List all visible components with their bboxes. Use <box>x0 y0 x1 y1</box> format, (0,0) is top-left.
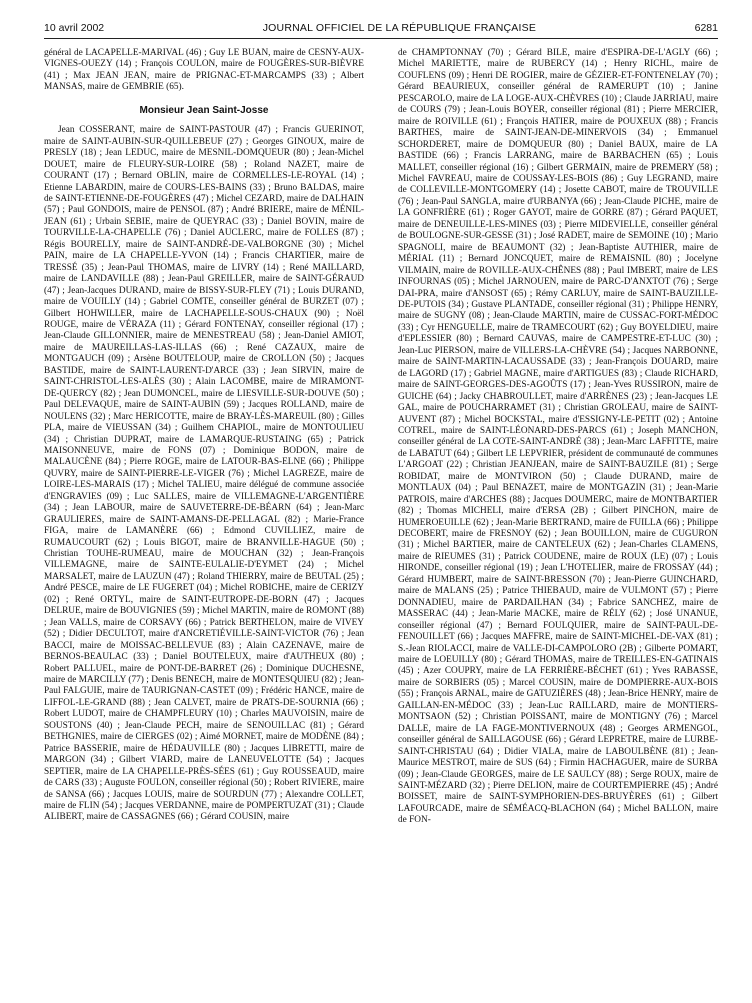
text-columns <box>44 48 718 1003</box>
continued-paragraph: général de LACAPELLE-MARIVAL (46) ; Guy LE BUAN, maire de CESNY-AUX-VIGNES-OUEZY (14) ; François COULON, maire de FOUGÈRES-SUR-BIÈVRE (41) ; Max JEAN JEAN, maire de PRIGNAC-ET-MARCAMPS (33) ; Albert MANSAS, maire de GEMBRIE (65). <box>44 48 364 93</box>
journal-title: JOURNAL OFFICIEL DE LA RÉPUBLIQUE FRANÇAISE <box>262 22 537 34</box>
page-header <box>44 22 718 39</box>
left-column <box>44 48 364 1003</box>
issue-date: 10 avril 2002 <box>44 22 105 34</box>
right-column <box>398 48 718 1003</box>
page-number: 6281 <box>694 22 718 34</box>
signatories-paragraph: Jean COSSERANT, maire de SAINT-PASTOUR (47) ; Francis GUERINOT, maire de SAINT-AUBIN-SUR-QUILLEBEUF (27) ; Georges GINOUX, maire de PRESLY (18) ; Jean LEDUC, maire de MESNIL-DOMQUEUR (80) ; Jean-Michel DOUET, maire de FLEURY-SUR-LOIRE (58) ; Roland NAZET, maire de COURANT (17) ; Bernard OBLIN, maire de CORMELLES-LE-ROYAL (14) ; Etienne LABARDIN, maire de COURS-LES-BAINS (33) ; Bruno BALDAS, maire de SAINT-ETIENNE-DE-FOUGÈRES (47) ; Michel CEZARD, maire de DALHAIN (57) ; Paul GONDOIS, maire de PENSOL (87) ; André BRIERE, maire de MÉNIL-JEAN (61) ; Urbain SEBIE, maire de QUEYRAC (33) ; Daniel BOVIN, maire de TOURVILLE-LA-CHAPELLE (76) ; Daniel AUCLERC, maire de FOLLES (87) ; Régis BOURELLY, maire de SAINT-ANDRÉ-DE-VALBORGNE (30) ; Michel PAIN, maire de LA CHAPELLE-YVON (14) ; Francis CHARTIER, maire de TRESSÉ (35) ; Jean-Paul THOMAS, maire de LIVRY (14) ; René MAILLARD, maire de LANDAVILLE (88) ; Jean-Paul GREILLER, maire de SAINT-GÉRAUD (47) ; Jean-Jacques DURAND, maire de BISSY-SUR-FLEY (71) ; Louis DURAND, maire de VOUILLY (14) ; Gabriel COMTE, conseiller général de BURZET (07) ; Gilbert HOHWILLER, maire de LACHAPELLE-SOUS-CHAUX (90) ; Noël ROUGE, maire de VÉRAZA (11) ; Gérard FONTENAY, conseiller régional (17) ; Jean-Claude GILLONNIER, maire de MENESTREAU (58) ; Jean-Daniel AMIOT, maire de MAUREILLAS-LAS-ILLAS (66) ; René CAZAUX, maire de MONTGAUCH (09) ; Arsène BOUTELOUP, maire de CROLLON (50) ; Jacques BASTIDE, maire de SAINT-LAURENT-D'ARCE (33) ; Jean SIRVIN, maire de SAINT-CHRISTOL-LES-ALÈS (30) ; Alain LACOMBE, maire de MIRAMONT-DE-QUERCY (82) ; Jean DUMONCEL, maire de LIESVILLE-SUR-DOUVE (50) ; Paul DELEVAQUE, maire de SAINT-AUBIN (59) ; Jacques ROLLAND, maire de NOULENS (32) ; Marc HERICOTTE, maire de BRAY-LÈS-MAREUIL (80) ; Gilles PLA, maire de VIEUSSAN (34) ; Guilhem CHAPIOL, maire de MONTOULIEU (34) ; Christian DUPRAT, maire de LAMARQUE-RUSTAING (65) ; Patrick MAISONNEUVE, maire de FONS (07) ; Dominique BODON, maire de MALAUCÈNE (84) ; Pierre ROGE, maire de LATOUR-BAS-ELNE (66) ; Philippe QUVRY, maire de SAINT-PIERRE-LE-VIGER (76) ; Michel LAGREZE, maire de LOIRE-LES-MARAIS (17) ; Michel TALIEU, maire délégué de commune associée d'ENGRAVIES (09) ; Luc SALLES, maire de VILLEMAGNE-L'ARGENTIÈRE (34) ; Jean LABOUR, maire de SAUVETERRE-DE-BÉARN (64) ; Jean-Marc GRAULIERES, maire de SAINT-AMANS-DE-PELLAGAL (82) ; Marie-France FIGA, maire de LAMANÈRE (66) ; Edmond CUVILLIEZ, maire de RUMAUCOURT (62) ; Louis BIGOT, maire de BRANVILLE-HAGUE (50) ; Christian TOUHE-RUMEAU, maire de MOUCHAN (32) ; Jean-François VILLEMAGNE, maire de SAINTE-EULALIE-D'EYMET (24) ; Michel MARSALET, maire de LAUZUN (47) ; Roland THIERRY, maire de BEUTAL (25) ; André PESCE, maire de LE FUGERET (04) ; Michel ROBICHE, maire de CERIZY (02) ; René ORTYL, maire de SAINT-EUTROPE-DE-BORN (47) ; Jacques DELRUE, maire de BOUVIGNIES (59) ; Michel MARTIN, maire de ROMONT (88) ; Jean VALLS, maire de CORSAVY (66) ; Patrick BERTHELON, maire de VIVEY (52) ; Didier DECULTOT, maire d'ANCRETIÉVILLE-SAINT-VICTOR (76) ; Jean BACCI, maire de MOISSAC-BELLEVUE (83) ; Alain CAZENAVE, maire de BERNOS-BEAULAC (33) ; Daniel BOUTELEUX, maire d'AUTHEUX (80) ; Robert PALLUEL, maire de PONT-DE-BARRET (26) ; Dominique DUCHESNE, maire de MARCILLY (77) ; Denis BENECH, maire de MONTESQUIEU (82) ; Jean-Paul FALGUIE, maire de TAURIGNAN-CASTET (09) ; Frédéric HANCE, maire de LIFFOL-LE-GRAND (88) ; Jean CALVET, maire de PRATS-DE-SOURNIA (66) ; Robert LUDOT, maire de CHAMPFLEURY (10) ; Charles MAUVOISIN, maire de SOUSTONS (40) ; Jean-Claude PECH, maire de SENOUILLAC (81) ; Gérard BETHGNIES, maire de CIERGES (02) ; Aimé MORNET, maire de MODÈNE (84) ; Patrice BASSERIE, maire de HÉDAUVILLE (80) ; Jacques LIBRETTI, maire de MARGON (34) ; Gilbert VIARD, maire de LANEUVELOTTE (54) ; Jacques SEPTIER, maire de LA CHAPELLE-PRÈS-SÉES (61) ; Guy ROUSSEAUD, maire de CARS (33) ; Auguste FOULON, conseiller régional (50) ; Robert RIVIERE, maire de SANSA (66) ; Jacques LOUIS, maire de SOURDUN (77) ; Alexandre COLLET, maire de FLIN (54) ; Jacques VERDANNE, maire de POMPERTUZAT (31) ; Claude ALIBERT, maire de CASSAGNES (66) ; Gérard COUSIN, maire <box>44 125 364 823</box>
signatories-paragraph-continued: de CHAMPTONNAY (70) ; Gérard BILE, maire d'ESPIRA-DE-L'AGLY (66) ; Michel MARIETTE, maire de RUBERCY (14) ; Henry RICHL, maire de COUFLENS (09) ; Henri DE ROGIER, maire de GÉZIER-ET-FONTENELAY (70) ; Gérard BEAURIEUX, conseiller général de RAMERUPT (10) ; Janine PESCAROLO, maire de LA LOGE-AUX-CHÈVRES (10) ; Claude JARRIAU, maire de COURS (79) ; Jean-Louis BOYER, conseiller régional (81) ; Pierre MERCIER, maire de ROIVILLE (61) ; François HATIER, maire de POUXEUX (88) ; Francis BARTHES, maire de SAINT-JEAN-DE-MINERVOIS (34) ; Emmanuel SCHORDERET, maire de DOMQUEUR (80) ; Daniel BAUX, maire de LA BASTIDE (66) ; Francis LARRANG, maire de BARBACHEN (65) ; Louis MALLET, conseiller régional (16) ; Gilbert GERMAIN, maire de PREMERY (58) ; Michel FAVREAU, maire de COUSSAY-LES-BOIS (86) ; Guy LEGRAND, maire de COLLEVILLE-MONTGOMERY (14) ; Josette CABOT, maire de TROUVILLE (76) ; Jean-Paul SANGLA, maire d'URBANYA (66) ; Jean-Claude PICHE, maire de LA GONFRIÈRE (61) ; Roger GAYOT, maire de GORRE (87) ; Gérard PAQUET, maire de DENEUILLE-LES-MINES (03) ; Pierre MIDEVIELLE, conseiller général de BOULOGNE-SUR-GESSE (31) ; José RADET, maire de SEMOINE (10) ; Mario SPAGNOLI, maire de BEAUMONT (32) ; Jean-Baptiste AUTHIER, maire de MÉRIAL (11) ; Bernard JONCQUET, maire de REMAISNIL (80) ; Jocelyne VILMAIN, maire de ROVILLE-AUX-CHÊNES (88) ; Paul IMBERT, maire de LES INFOURNAS (05) ; Michel JARNOUEN, maire de PARC-D'ANXTOT (76) ; Serge DAI-PRA, maire d'ANSOST (65) ; Rémy CARLUY, maire de SAINT-BAUZILLE-DE-PUTOIS (34) ; Gustave PLANTADE, conseiller régional (31) ; Philippe HENRY, maire de SUGNY (08) ; Jean-Claude MARTIN, maire de CUSSAC-FORT-MÉDOC (33) ; Cyr HENGUELLE, maire de TRAMECOURT (62) ; Guy BOYELDIEU, maire d'EPLESSIER (80) ; Bernard CAUVAS, maire de CAMPESTRE-ET-LUC (30) ; Jean-Luc PIERSON, maire de VILLERS-LA-CHÈVRE (54) ; Jacques NARBONNE, maire de SAINT-MARTIN-LACAUSSADE (33) ; Jean-François DOUARD, maire de LAGORD (17) ; Gabriel MAGNE, maire d'ARTIGUES (83) ; Claude RICHARD, maire de SAINT-GEORGES-DES-AGOÛTS (17) ; Jean-Yves RUSSIRON, maire de GUICHE (64) ; Jacky CHABROULLET, maire d'ARRÈNES (23) ; Jean-Jacques LE GAL, maire de POUCHARRAMET (31) ; Christian GROLEAU, maire de SAINT-AUVENT (87) ; Michel BOCKSTAL, maire d'ESSIGNY-LE-PETIT (02) ; Antoine COTREL, maire de SAINT-LÉONARD-DES-PARCS (61) ; Joseph MANCHON, conseiller général de LA COTE-SAINT-ANDRÉ (38) ; Jean-Marc LAFFITTE, maire de LABATUT (64) ; Gilbert LE LEPVRIER, président de communauté de communes L'ARGOAT (22) ; Christian JEANJEAN, maire de SAINT-BAUZILE (81) ; Serge ROBIDAT, maire de MONTVIRON (50) ; Claude DURAND, maire de MONTLAUX (04) ; Paul BENAZET, maire de MONTGAZIN (31) ; Jean-Marie PATROIS, maire d'ARCHES (88) ; Jacques DOUMERC, maire de MONTBARTIER (82) ; Thomas MICHELI, maire d'ERSA (2B) ; Gilbert PINCHON, maire de HUMEROEUILLE (62) ; Jean-Marie BERTRAND, maire de FUILLA (66) ; Philippe DECOBERT, maire de FRESNOY (62) ; Jean BOUILLON, maire de CUGURON (31) ; Michel BARTIER, maire de CANTELEUX (62) ; Jean-Charles CLAMENS, maire de RIEUMES (31) ; Patrick COUDENE, maire de ROUX (LE) (07) ; Louis HIRONDE, conseiller régional (19) ; Jean L'HOTELIER, maire de FROSSAY (44) ; Gérard HUMBERT, maire de SAINT-BRESSON (70) ; Jean-Pierre GUINCHARD, maire de MALANS (25) ; Patrice THIEBAUD, maire de VULMONT (57) ; Pierre DONNADIEU, maire de PARDAILHAN (34) ; Fabrice SANCHEZ, maire de MASSERAC (44) ; Jean-Marie MACKE, maire de RÉLY (62) ; José UNANUE, conseiller régional (47) ; Bernard FOULQUIER, maire de SAINT-PAUL-DE-FENOUILLET (66) ; Jacques MAFFRE, maire de SAINT-MICHEL-DE-VAX (81) ; S.-Jean RIOLACCI, maire de VALLE-DI-CAMPOLORO (2B) ; Gilberte POMART, maire de LOEUILLY (80) ; Gérard THOMAS, maire de TREILLES-EN-GATINAIS (45) ; Azer COUPRY, maire de LA FERRIÈRE-BÉCHET (61) ; Yves RABASSE, maire de SORBIERS (05) ; Marcel COUSIN, maire de DOMPIERRE-AUX-BOIS (55) ; François ARNAL, maire de GATUZIÈRES (48) ; Jean-Brice HENRY, maire de GAILLAN-EN-MÉDOC (33) ; Jean-Luc RAILLARD, maire de MONTIERS-MONTSAON (52) ; Christian POISSANT, maire de MONTIGNY (76) ; Marcel DALLE, maire de LA FAGE-MONTIVERNOUX (48) ; Georges ARMENGOL, conseiller général de SAILLAGOUSE (66) ; Gérard LEPRETRE, maire de LURBE-SAINT-CHRISTAU (64) ; Didier VIALA, maire de LABOULBÈNE (81) ; Jean-Maurice MESTROT, maire de SUS (64) ; Firmin HACHAGUER, maire de SURBA (09) ; Jean-Claude GEORGES, maire de LE SAULCY (88) ; Serge ROUX, maire de SAINT-MÉZARD (32) ; Pierre DELION, maire de COURTEMPIERRE (45) ; André BOISSET, maire de SAINT-SYMPHORIEN-DES-BRUYÈRES (61) ; Gilbert LAFOURCADE, maire de SÉMÉACQ-BLACHON (64) ; Michel BALLON, maire de FON- <box>398 48 718 826</box>
section-heading: Monsieur Jean Saint-Josse <box>139 104 269 116</box>
